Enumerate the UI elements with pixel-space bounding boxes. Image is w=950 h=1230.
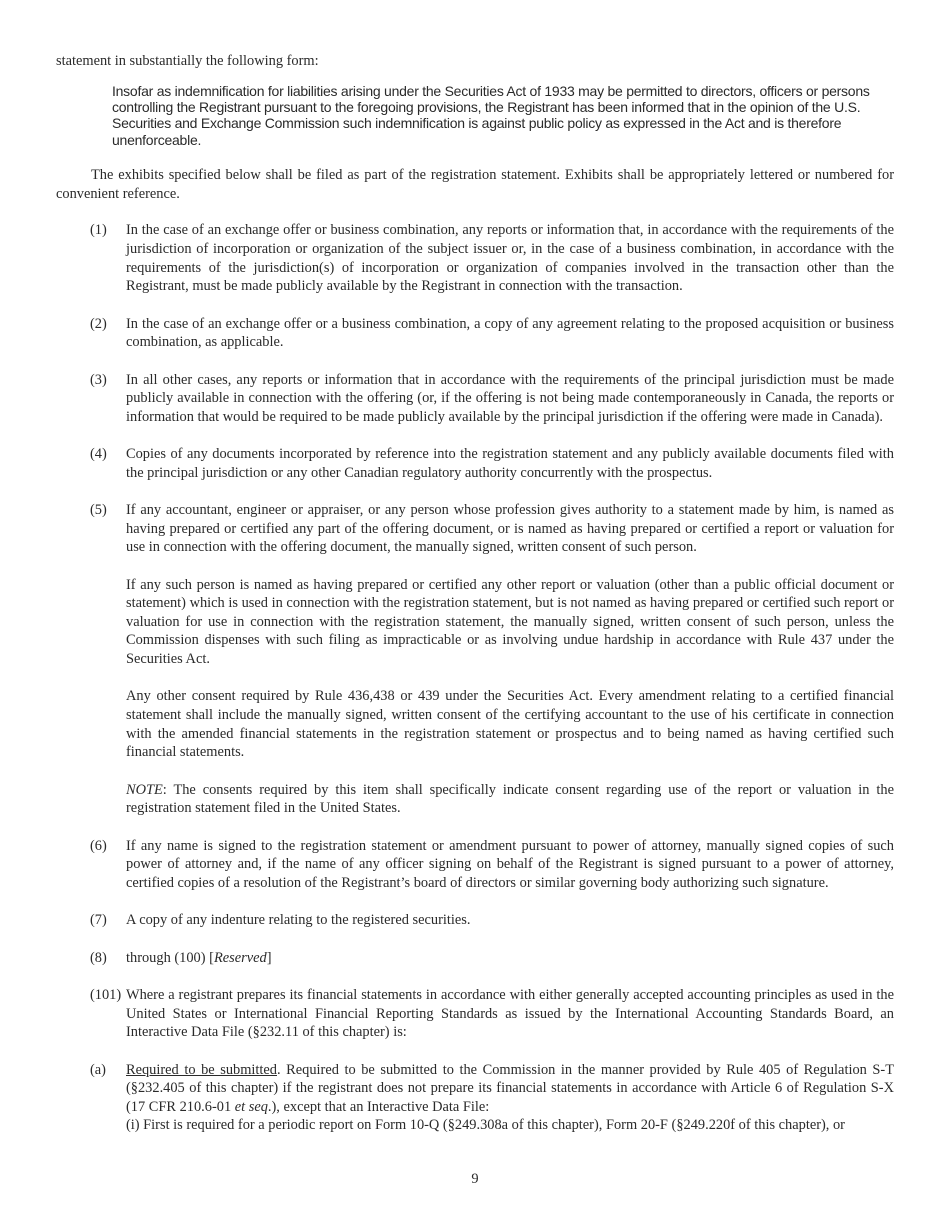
list-item	[56, 371, 894, 427]
document-page	[56, 52, 894, 1135]
item-number: (5)	[90, 502, 107, 519]
item-text: . Required to be submitted to the Commission in the manner provided by Rule 405 of Regulation S-T (§232.405 of this chapter) if the registrant does not prepare its financial statements in accordance with Article 6 of Regulation S-X (17 CFR 210.6-01	[126, 1061, 894, 1115]
item-number: (7)	[90, 912, 107, 929]
item-text: In all other cases, any reports or information that in accordance with the requirements of the principal jurisdiction must be made publicly available in connection with the offering (or, if the offering is not being made contemporaneously in Canada, the reports or information that would be required to be made publicly available by the principal jurisdiction if the offering were made in Canada).	[126, 371, 894, 425]
list-item	[56, 911, 894, 930]
note-label: NOTE	[126, 781, 163, 798]
list-item	[56, 315, 894, 352]
item5-sub-paragraph-1: If any such person is named as having prepared or certified any other report or valuation (other than a public official document or statement) which is used in connection with the registration statement, but is not named as having prepared or certified such report or valuation for use in connection with the registration statement, the manually signed, written consent of such person, unless the Commission dispenses with such filing as impracticable or as involving undue hardship in accordance with Rule 437 under the Securities Act.	[126, 576, 894, 668]
item-text: In the case of an exchange offer or a business combination, a copy of any agreement relating to the proposed acquisition or business combination, as applicable.	[126, 315, 894, 351]
et-seq: et seq	[234, 1098, 268, 1115]
list-item	[56, 1061, 894, 1117]
item-text: In the case of an exchange offer or business combination, any reports or information that, in accordance with the requirements of the jurisdiction of incorporation or organization of the subject issuer or, in the case of a business combination, in accordance with the requirements of the jurisdiction(s) of incorporation or organization of companies involved in the transaction other than the Registrant, must be made publicly available by the Registrant in connection with the transaction.	[126, 222, 894, 295]
item-number: (a)	[90, 1061, 106, 1078]
exhibits-intro: The exhibits specified below shall be filed as part of the registration statement. Exhibits shall be appropriately lettered or numbered for convenient reference.	[56, 167, 894, 202]
page-number: 9	[471, 1171, 479, 1187]
item5-sub-paragraph-2: Any other consent required by Rule 436,438 or 439 under the Securities Act. Every amendment relating to a certified financial statement shall include the manually signed, written consent of the certifying accountant to the use of his certificate in connection with the amended financial statements in the registration statement or prospectus and to being named as having certified such financial statements.	[126, 688, 894, 761]
item-text: If any accountant, engineer or appraiser, or any person whose profession gives authority to a statement made by him, is named as having prepared or certified any part of the offering document, or is named as having prepared or certified a report or valuation for use in connection with the offering document, the manually signed, written consent of such person.	[126, 502, 894, 556]
item-number: (2)	[90, 315, 107, 332]
reserved-label: Reserved	[213, 949, 267, 966]
sub-item-i: (i) First is required for a periodic report on Form 10-Q (§249.308a of this chapter), Form 20-F (§249.220f of this chapter), or	[126, 1117, 845, 1134]
note-text: : The consents required by this item shall specifically indicate consent regarding use of the report or valuation in the registration statement filed in the United States.	[126, 781, 894, 817]
list-item	[56, 986, 894, 1042]
list-item	[56, 445, 894, 482]
item-number: (1)	[90, 222, 107, 239]
item-number: (4)	[90, 446, 107, 463]
item5-note	[56, 781, 894, 818]
list-item	[56, 949, 894, 968]
intro-text: statement in substantially the following form:	[56, 53, 319, 69]
list-item	[56, 221, 894, 295]
item-text-before: through (100) [	[126, 949, 214, 966]
indemnification-legend: Insofar as indemnification for liabilities arising under the Securities Act of 1933 may be permitted to directors, officers or persons controlling the Registrant pursuant to the foregoing provisions, the Registrant has been informed that in the opinion of the U.S. Securities and Exchange Commission such indemnification is against public policy as expressed in the Act and is therefore unenforceable.	[112, 82, 870, 148]
item-text: Copies of any documents incorporated by reference into the registration statement and any publicly available documents filed with the principal jurisdiction or any other Canadian regulatory authority concurrently with the prospectus.	[126, 446, 894, 481]
item-number: (6)	[90, 837, 107, 854]
list-item	[56, 501, 894, 557]
item-number: (3)	[90, 371, 107, 388]
item-heading: Required to be submitted	[126, 1061, 277, 1078]
item-text: If any name is signed to the registration statement or amendment pursuant to power of attorney, manually signed copies of such power of attorney and, if the name of any officer signing on behalf of the Registrant is signed pursuant to a power of attorney, certified copies of a resolution of the Registrant’s board of directors or similar governing body authorizing such signature.	[126, 837, 894, 891]
item-text: .), except that an Interactive Data File:	[267, 1098, 490, 1115]
item-text: Where a registrant prepares its financial statements in accordance with either generally accepted accounting principles as used in the United States or International Financial Reporting Standards as issued by the International Accounting Standards Board, an Interactive Data File (§232.11 of this chapter) is:	[126, 986, 894, 1041]
item-text-after: ]	[266, 949, 272, 966]
item-number: (101)	[90, 986, 122, 1003]
item-number: (8)	[90, 949, 107, 966]
list-item	[56, 837, 894, 893]
item-text: A copy of any indenture relating to the registered securities.	[126, 912, 471, 929]
